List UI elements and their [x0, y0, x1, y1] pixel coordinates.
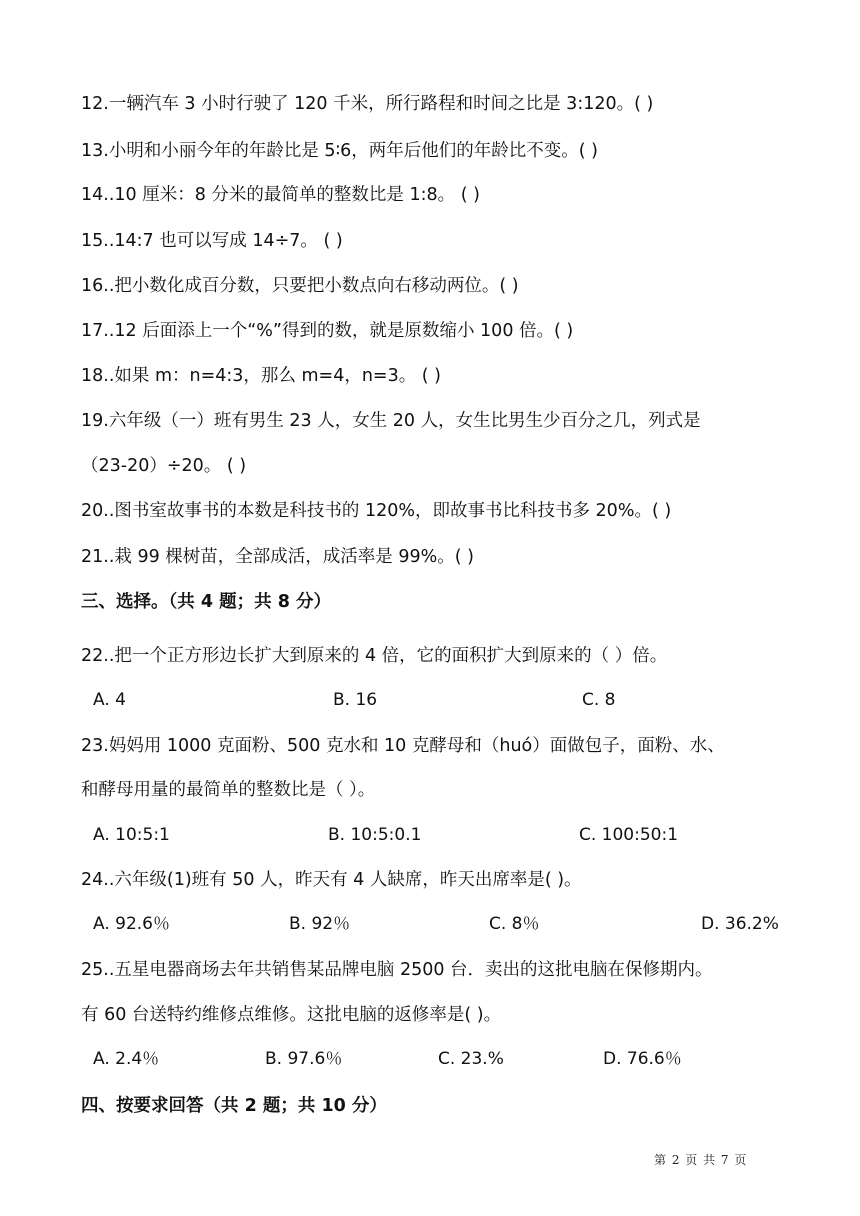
question-16: 16..把小数化成百分数，只要把小数点向右移动两位。( ): [81, 276, 519, 296]
question-23-stem-line1: 23.妈妈用 1000 克面粉、500 克水和 10 克酵母和（huó）面做包子，面粉、水、: [81, 736, 725, 756]
option-a: A. 92.6％: [93, 914, 170, 934]
question-21: 21..栽 99 棵树苗，全部成活，成活率是 99%。( ): [81, 547, 474, 567]
option-d: D. 36.2%: [701, 914, 779, 934]
question-19-line2: （23-20）÷20。 ( ): [81, 456, 247, 476]
question-12: 12.一辆汽车 3 小时行驶了 120 千米，所行路程和时间之比是 3:120。( ): [81, 94, 654, 114]
option-b: B. 10:5:0.1: [328, 825, 422, 845]
question-24-options: [93, 912, 793, 936]
question-20: 20..图书室故事书的本数是科技书的 120%，即故事书比科技书多 20%。( ): [81, 501, 672, 521]
option-b: B. 92％: [289, 914, 351, 934]
option-a: A. 4: [93, 690, 126, 710]
question-18: 18..如果 m：n=4:3，那么 m=4，n=3。 ( ): [81, 366, 441, 386]
question-22-options: [93, 688, 793, 712]
question-23-options: [93, 823, 793, 847]
question-14: 14..10 厘米：8 分米的最简单的整数比是 1:8。 ( ): [81, 185, 480, 205]
question-19-line1: 19.六年级（一）班有男生 23 人，女生 20 人，女生比男生少百分之几，列式是: [81, 411, 701, 431]
option-c: C. 8: [582, 690, 616, 710]
option-b: B. 16: [333, 690, 378, 710]
question-15: 15..14:7 也可以写成 14÷7。 ( ): [81, 231, 343, 251]
question-22-stem: 22..把一个正方形边长扩大到原来的 4 倍，它的面积扩大到原来的（ ）倍。: [81, 646, 668, 666]
question-25-stem-line1: 25..五星电器商场去年共销售某品牌电脑 2500 台．卖出的这批电脑在保修期内。: [81, 960, 713, 980]
section-3-heading: 三、选择。（共 4 题；共 8 分）: [81, 592, 331, 612]
option-d: D. 76.6％: [603, 1049, 682, 1069]
option-b: B. 97.6％: [265, 1049, 343, 1069]
option-a: A. 10:5:1: [93, 825, 170, 845]
question-13: 13.小明和小丽今年的年龄比是 5∶6，两年后他们的年龄比不变。( ): [81, 141, 598, 161]
question-25-options: [93, 1047, 793, 1071]
option-c: C. 100:50:1: [579, 825, 679, 845]
option-c: C. 8％: [489, 914, 540, 934]
question-23-stem-line2: 和酵母用量的最简单的整数比是（ ）。: [81, 780, 376, 800]
question-17: 17..12 后面添上一个“%”得到的数，就是原数缩小 100 倍。( ): [81, 321, 574, 341]
section-4-heading: 四、按要求回答（共 2 题；共 10 分）: [81, 1096, 387, 1116]
option-c: C. 23.%: [438, 1049, 504, 1069]
option-a: A. 2.4％: [93, 1049, 160, 1069]
question-24-stem: 24..六年级(1)班有 50 人，昨天有 4 人缺席，昨天出席率是( )。: [81, 870, 582, 890]
question-25-stem-line2: 有 60 台送特约维修点维修。这批电脑的返修率是( )。: [81, 1005, 502, 1025]
page-number-footer: 第 2 页 共 7 页: [654, 1153, 748, 1167]
